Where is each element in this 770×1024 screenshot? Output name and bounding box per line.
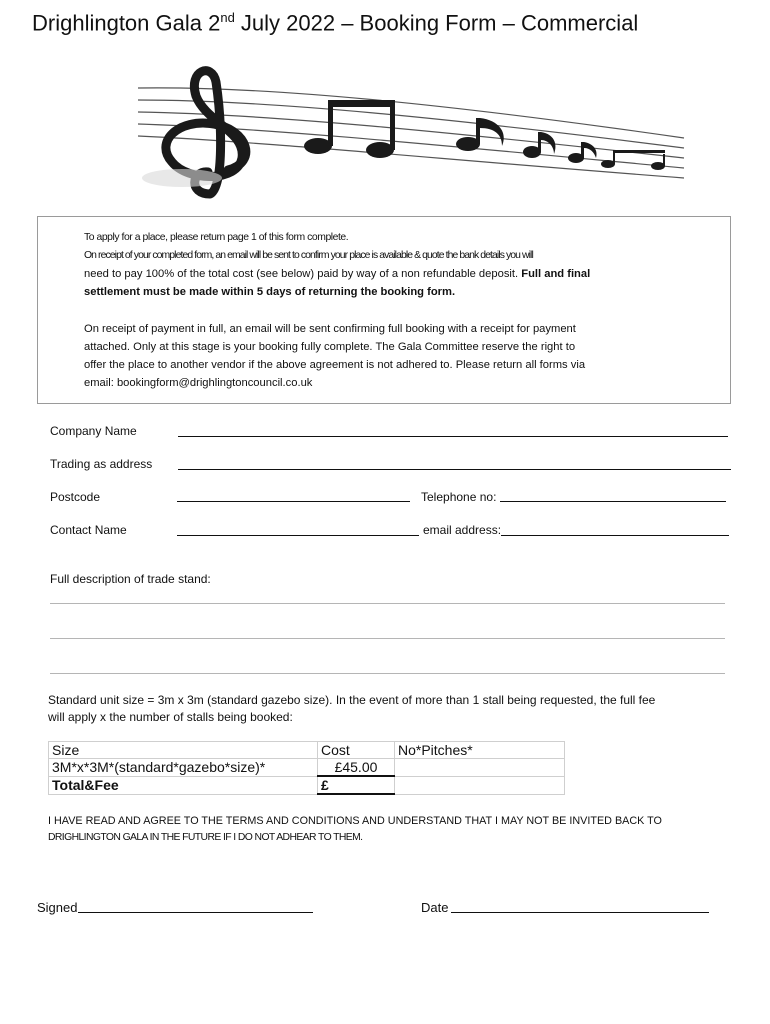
info-line — [84, 228, 348, 248]
info-line — [84, 356, 585, 375]
table-header-row — [49, 742, 565, 759]
email-address-label: email address: — [423, 523, 502, 537]
page-title — [32, 10, 638, 36]
info-line — [84, 338, 575, 357]
info-line-text: To apply for a place, please return page 1 of this form complete. — [84, 232, 349, 243]
trading-address-field[interactable] — [178, 469, 731, 470]
title-superscript: nd — [220, 10, 235, 25]
info-line-text: On receipt of your completed form, an email will be sent to confirm your place is available & quote the bank details you will — [84, 250, 533, 261]
description-line[interactable] — [50, 673, 725, 674]
signature-field[interactable] — [78, 912, 313, 913]
description-line[interactable] — [50, 638, 725, 639]
eighth-notes-icon — [304, 100, 665, 170]
total-cost-cell[interactable]: £ — [318, 776, 395, 794]
trading-address-label: Trading as address — [50, 457, 153, 471]
table-header-cell: Cost — [318, 742, 395, 759]
cost-cell: £45.00 — [318, 759, 395, 777]
fee-table — [48, 741, 565, 795]
email-address-field[interactable] — [501, 535, 729, 536]
postcode-field[interactable] — [177, 501, 410, 502]
telephone-label: Telephone no: — [421, 490, 497, 504]
signed-label: Signed — [37, 900, 78, 915]
info-line-text: need to pay 100% of the total cost (see below) paid by way of a non refundable deposit. — [84, 268, 522, 280]
standard-unit-text: will apply x the number of stalls being booked: — [48, 710, 293, 724]
contact-name-field[interactable] — [177, 535, 419, 536]
total-label-cell: Total&Fee — [49, 776, 318, 794]
company-name-field[interactable] — [178, 436, 728, 437]
contact-name-label: Contact Name — [50, 523, 127, 537]
date-label: Date — [421, 900, 449, 915]
total-pitches-cell — [395, 776, 565, 794]
size-cell: 3M*x*3M*(standard*gazebo*size)* — [49, 759, 318, 777]
info-line-text: On receipt of payment in full, an email will be sent confirming full booking with a receipt for payment — [84, 323, 576, 335]
contact-email-text: email: bookingform@drighlingtoncouncil.co.uk — [84, 377, 313, 389]
info-line — [84, 265, 590, 284]
info-line — [84, 320, 576, 339]
pitches-input-cell[interactable] — [395, 759, 565, 777]
title-text-suffix: July 2022 – Booking Form – Commercial — [234, 10, 639, 36]
date-field[interactable] — [451, 912, 709, 913]
info-line-text: offer the place to another vendor if the above agreement is not adhered to. Please return all forms via — [84, 359, 586, 371]
trade-stand-description-label: Full description of trade stand: — [50, 572, 211, 586]
telephone-field[interactable] — [500, 501, 726, 502]
info-line — [84, 283, 455, 302]
info-line-bold: Full and final — [521, 268, 591, 280]
table-total-row — [49, 776, 565, 794]
info-line-text: attached. Only at this stage is your booking fully complete. The Gala Committee reserve the right to — [84, 341, 576, 353]
music-notes-illustration — [118, 62, 690, 202]
company-name-label: Company Name — [50, 424, 137, 438]
agreement-text: DRIGHLINGTON GALA IN THE FUTURE IF I DO NOT ADHEAR TO THEM. — [48, 832, 363, 843]
table-header-cell: Size — [49, 742, 318, 759]
table-header-cell: No*Pitches* — [395, 742, 565, 759]
info-line-bold: settlement must be made within 5 days of returning the booking form. — [84, 286, 456, 298]
postcode-label: Postcode — [50, 490, 101, 504]
agreement-text: I HAVE READ AND AGREE TO THE TERMS AND CONDITIONS AND UNDERSTAND THAT I MAY NOT BE INVITED BACK TO — [48, 815, 662, 827]
title-text: Drighlington Gala 2 — [32, 10, 221, 36]
info-line — [84, 374, 312, 393]
info-line — [84, 246, 533, 266]
description-line[interactable] — [50, 603, 725, 604]
table-row — [49, 759, 565, 777]
standard-unit-text: Standard unit size = 3m x 3m (standard gazebo size). In the event of more than 1 stall being requested, the full fee — [48, 693, 656, 707]
